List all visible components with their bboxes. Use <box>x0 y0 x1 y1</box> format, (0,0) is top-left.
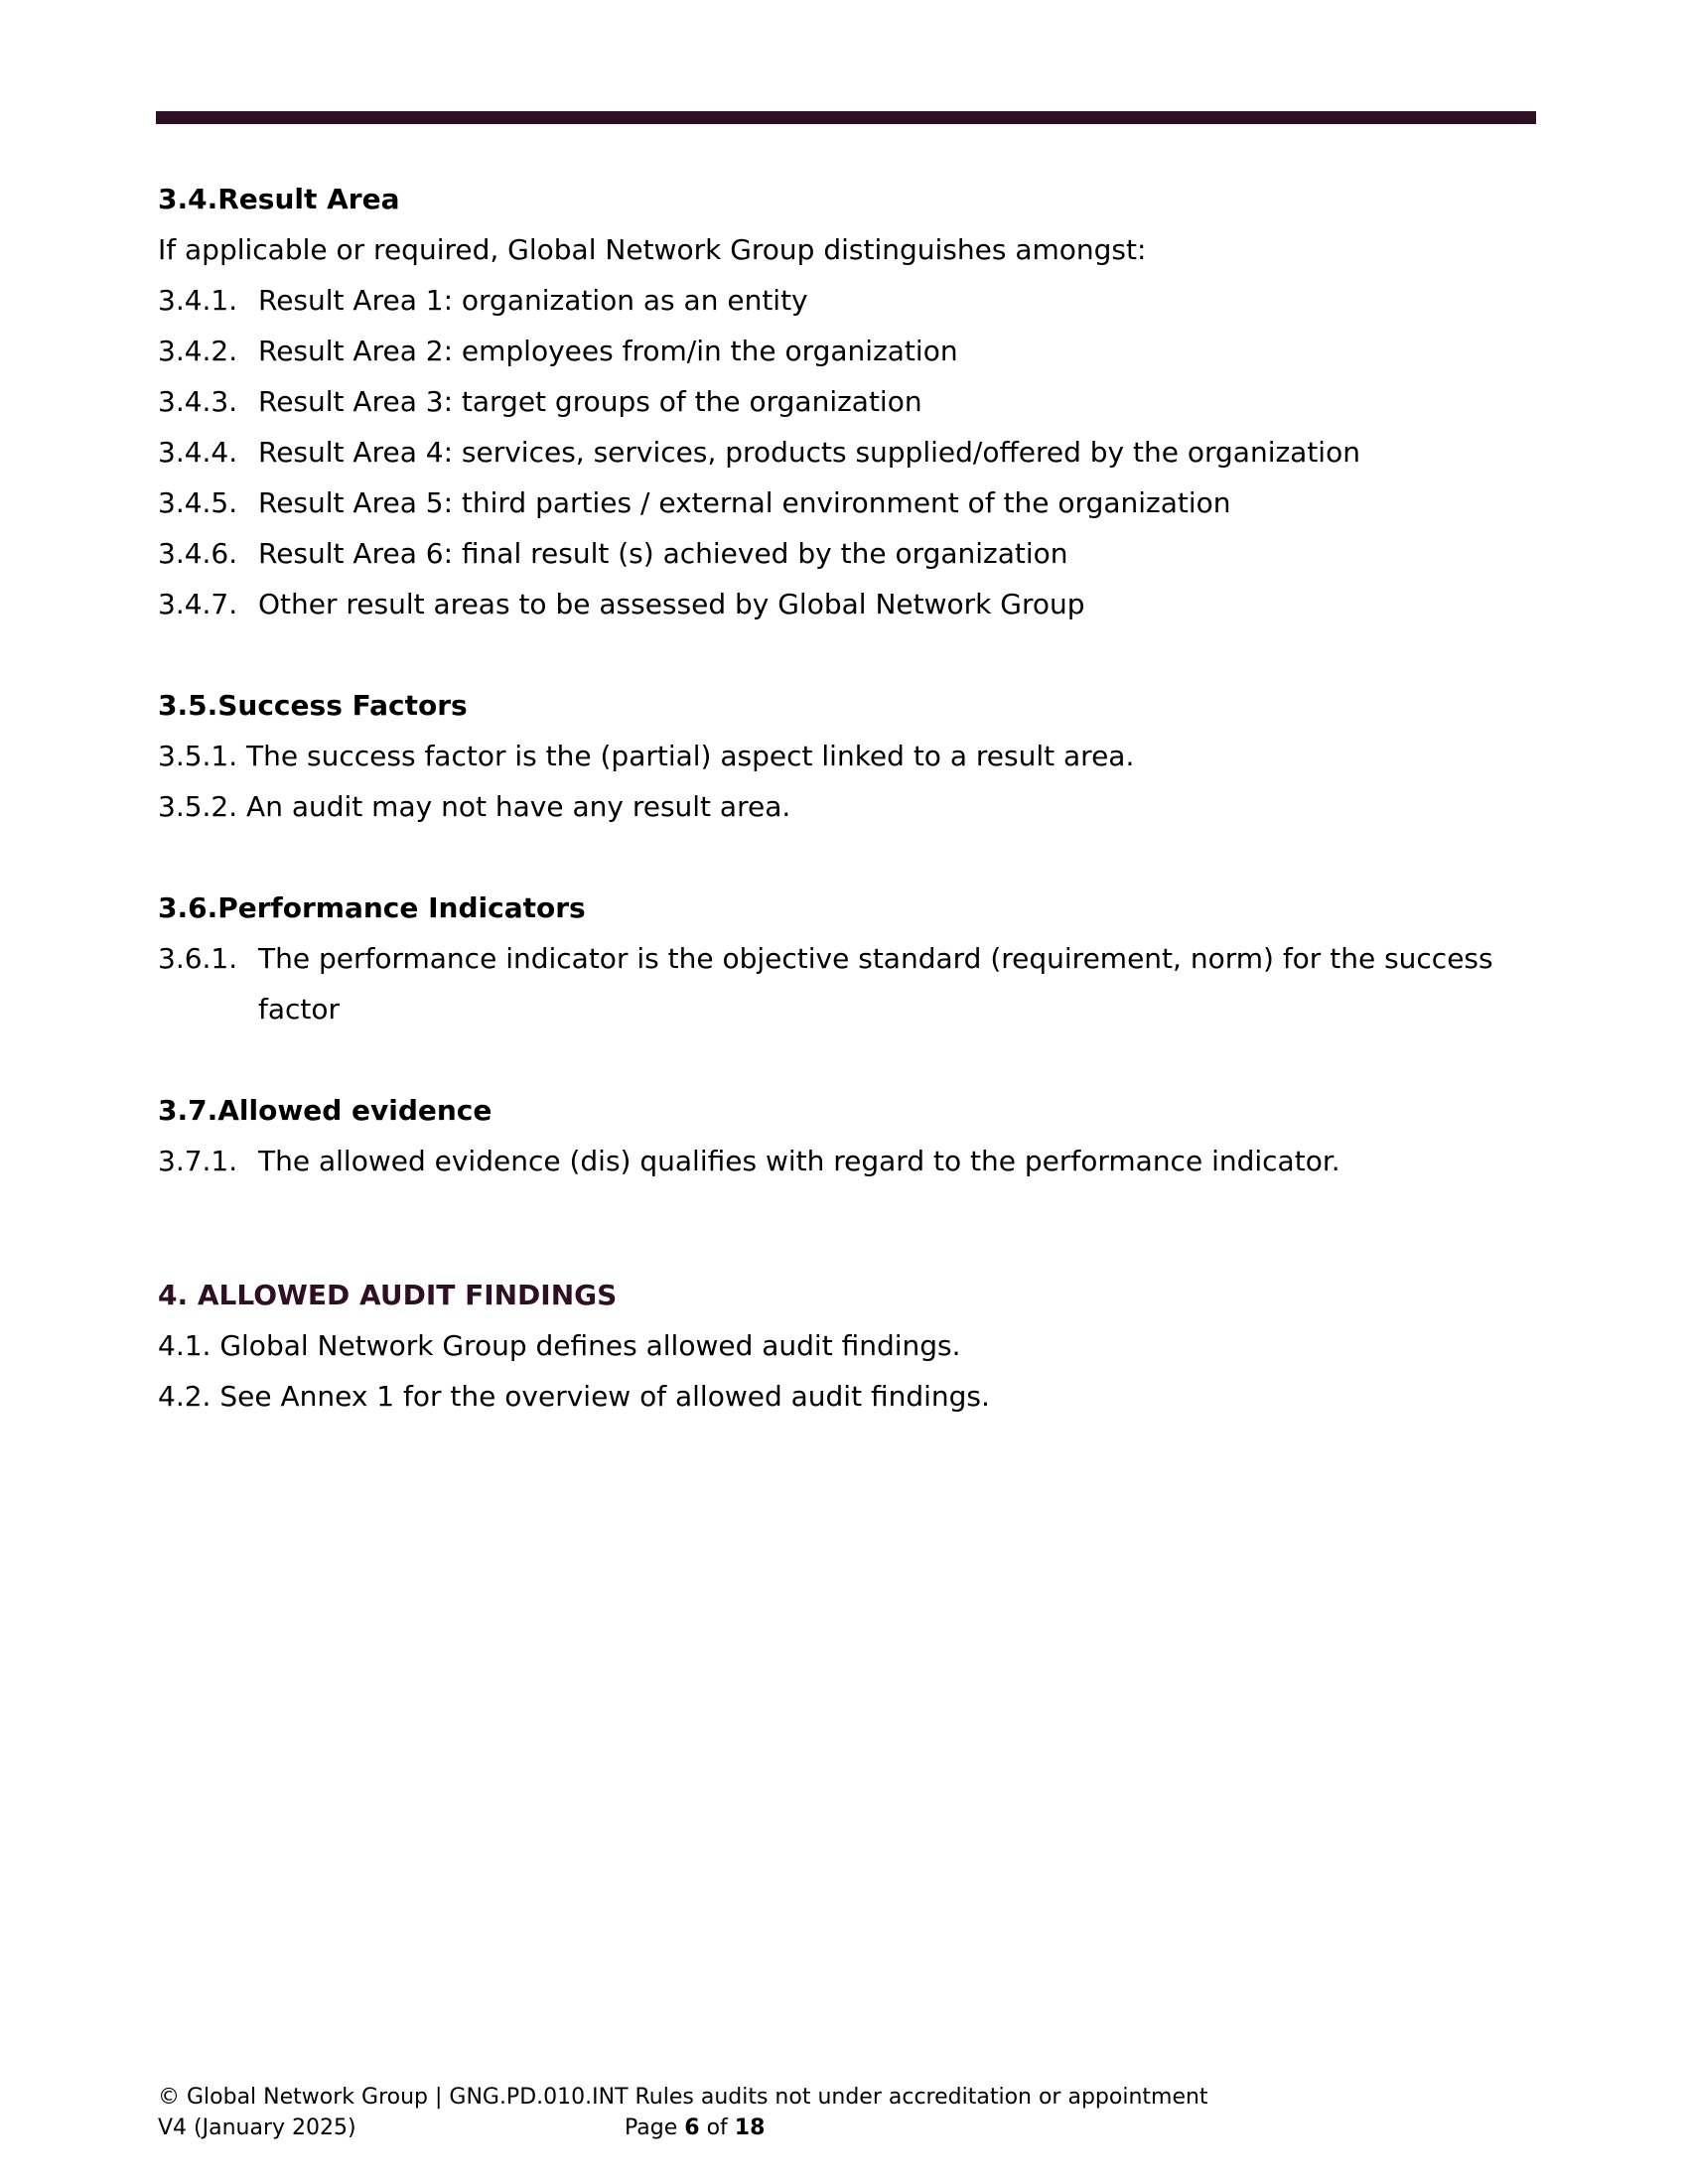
list-item: 3.5.1. The success factor is the (partial) aspect linked to a result area. <box>158 740 1135 772</box>
list-item: 3.6.1. The performance indicator is the objective standard (requirement, norm) for the success factor <box>158 942 1493 1025</box>
section-3-6-heading: 3.6.Performance Indicators <box>158 891 586 924</box>
list-item: 3.4.7. Other result areas to be assessed by Global Network Group <box>158 588 1085 620</box>
list-item: 4.2. See Annex 1 for the overview of allowed audit findings. <box>158 1380 990 1413</box>
document-body <box>158 174 1548 1422</box>
list-item: 3.7.1. The allowed evidence (dis) qualifies with regard to the performance indicator. <box>158 1145 1340 1177</box>
list-item: 3.4.4. Result Area 4: services, services, products supplied/offered by the organization <box>158 436 1360 469</box>
section-3-4-heading: 3.4.Result Area <box>158 183 400 215</box>
section-3-5-heading: 3.5.Success Factors <box>158 689 468 722</box>
list-item: 3.4.6. Result Area 6: final result (s) achieved by the organization <box>158 537 1068 570</box>
page-footer <box>158 2082 1208 2143</box>
header-rule <box>156 111 1536 124</box>
list-item: 3.5.2. An audit may not have any result area. <box>158 790 791 823</box>
page-number: Page 6 of 18 <box>625 2116 766 2140</box>
footer-version: V4 (January 2025) <box>158 2116 356 2140</box>
spacer <box>158 629 1548 680</box>
spacer <box>158 1034 1548 1085</box>
section-3-4-intro: If applicable or required, Global Network Group distinguishes amongst: <box>158 233 1147 266</box>
section-4-heading: 4. ALLOWED AUDIT FINDINGS <box>158 1279 618 1311</box>
list-item: 3.4.2. Result Area 2: employees from/in the organization <box>158 335 958 367</box>
list-item: 3.4.5. Result Area 5: third parties / external environment of the organization <box>158 486 1231 519</box>
spacer <box>158 1186 1548 1270</box>
spacer <box>158 832 1548 883</box>
list-item: 3.4.1. Result Area 1: organization as an entity <box>158 284 808 317</box>
list-item: 4.1. Global Network Group defines allowed audit findings. <box>158 1329 961 1362</box>
list-item: 3.4.3. Result Area 3: target groups of the organization <box>158 385 922 418</box>
section-3-7-heading: 3.7.Allowed evidence <box>158 1094 492 1127</box>
footer-copyright: © Global Network Group | GNG.PD.010.INT Rules audits not under accreditation or appointment <box>158 2085 1208 2110</box>
